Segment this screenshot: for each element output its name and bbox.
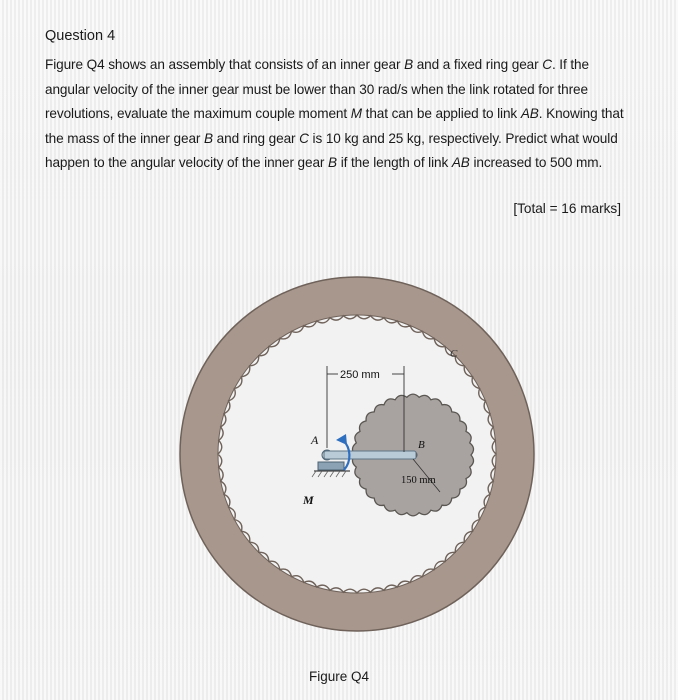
label-c: C: [450, 348, 458, 360]
link-ab: [324, 451, 416, 459]
label-m: M: [303, 493, 314, 507]
question-title: Question 4: [45, 28, 116, 44]
dim-250-label: 250 mm: [340, 369, 380, 381]
dim-150-label: 150 mm: [401, 475, 436, 486]
pivot-base: [318, 462, 344, 470]
label-b: B: [418, 439, 425, 451]
question-text: Figure Q4 shows an assembly that consists of an inner gear B and a fixed ring gear C. If the angular velocity of the inner gear must be lower than 30 rad/s when the link rotated for three revolutions, evaluate the maximum couple moment M that can be applied to link AB. Knowing that the mass of the inner gear B and ring gear C is 10 kg and 25 kg, respectively. Predict what would happen to the angular velocity of the inner gear B if the length of link AB increased to 500 mm.: [45, 57, 624, 171]
label-a: A: [311, 433, 319, 447]
total-marks: [Total = 16 marks]: [513, 201, 621, 216]
figure-caption: Figure Q4: [309, 669, 370, 684]
